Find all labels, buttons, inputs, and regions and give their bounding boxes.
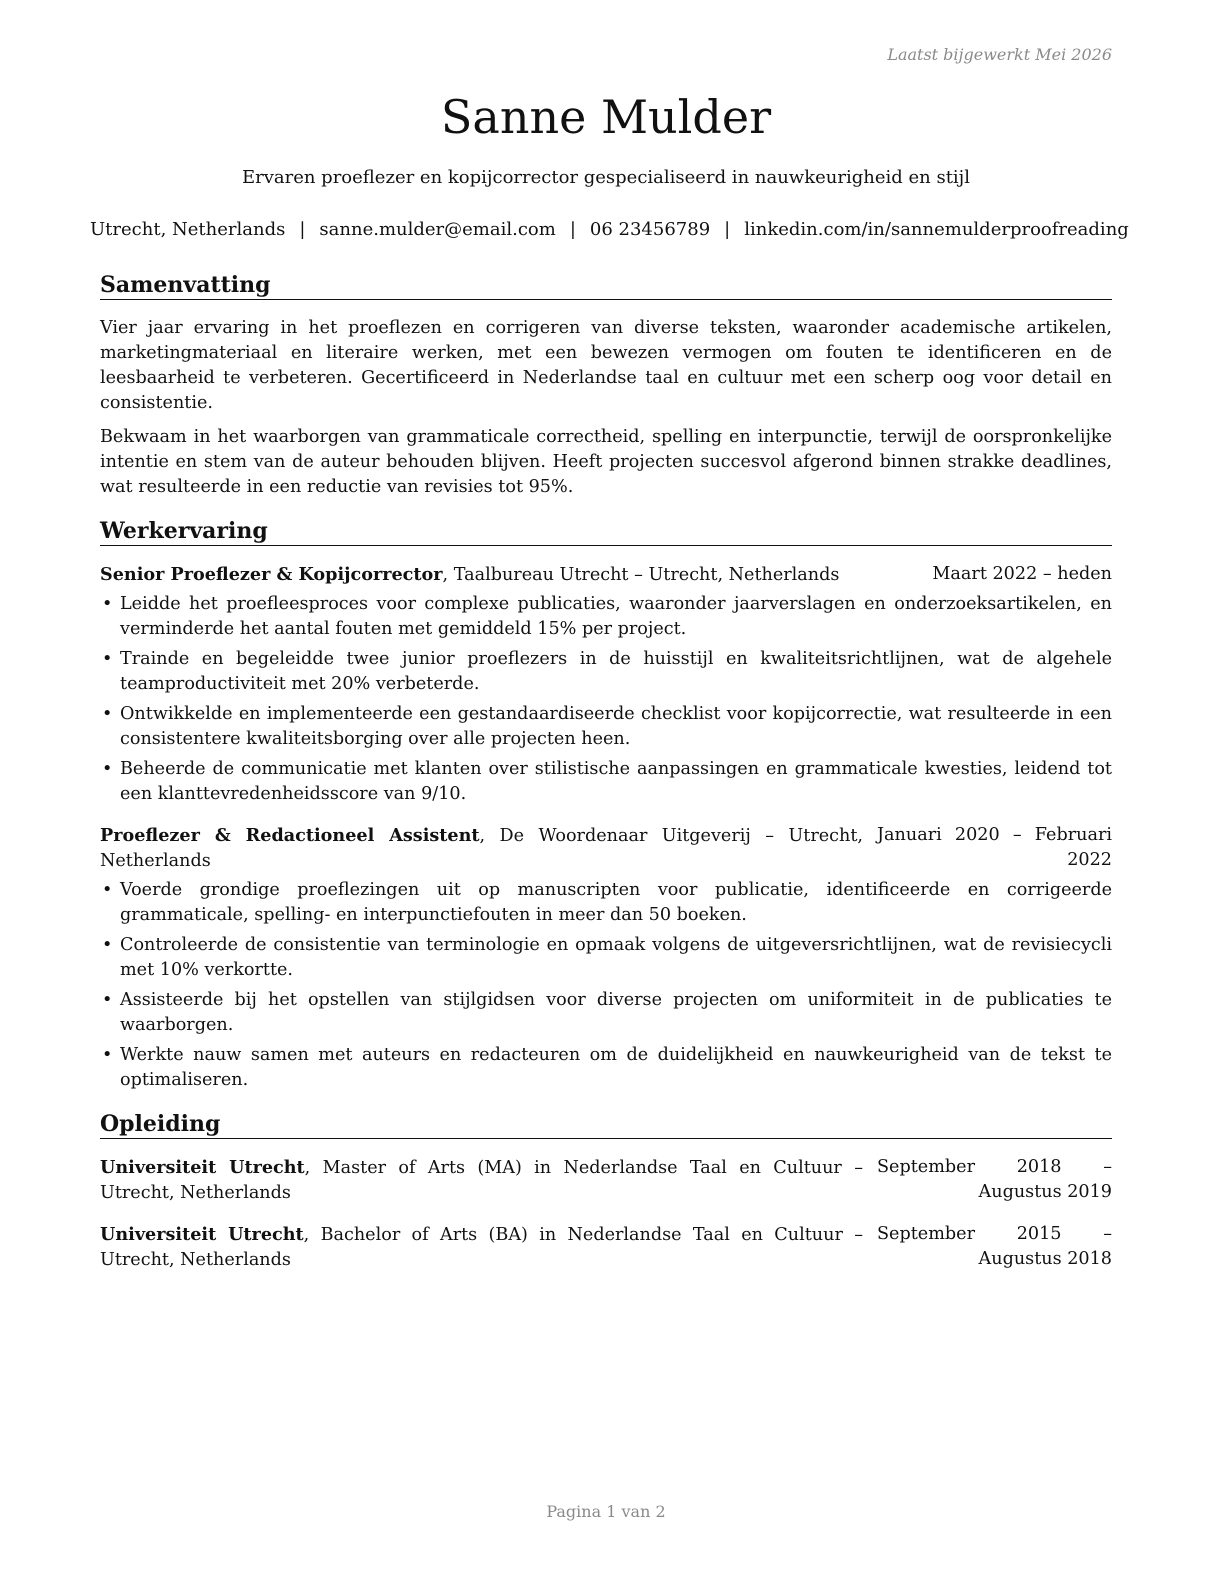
job-entry [100,562,1112,807]
education-dates: September 2015 – Augustus 2018 [877,1224,1112,1269]
list-item: • Leidde het proefleesproces voor complexe publicaties, waaronder jaarverslagen en onderzoeksartikelen, en verminderde het aantal fouten met gemiddeld 15% per project. [100,592,1112,642]
education-header [100,1222,1112,1273]
tagline: Ervaren proeflezer en kopijcorrector gespecialiseerd in nauwkeurigheid en stijl [241,167,971,188]
job-org: , Taalbureau Utrecht – Utrecht, Netherlands [442,565,840,585]
job-org: , De Woordenaar Uitgeverij – Utrecht, Netherlands [100,826,864,871]
list-item: • Controleerde de consistentie van terminologie en opmaak volgens de uitgeversrichtlijnen, wat de revisiecycli met 10% verkortte. [100,933,1112,983]
education-entry [100,1222,1112,1273]
summary-paragraph: Bekwaam in het waarborgen van grammaticale correctheid, spelling en interpunctie, terwijl de oorspronkelijke intentie en stem van de auteur behouden blijven. Heeft projecten succesvol afgerond binnen strakke deadlines, wat resulteerde in een reductie van revisies tot 95%. [100,427,1112,497]
education-section [100,1111,1112,1273]
experience-section [100,518,1112,1093]
list-item: • Werkte nauw samen met auteurs en redacteuren om de duidelijkheid en nauwkeurigheid van de tekst te optimaliseren. [100,1043,1112,1093]
education-degree: , Master of Arts (MA) in Nederlandse Taal en Cultuur – Utrecht, Netherlands [100,1158,863,1203]
job-role: Proeflezer & Redactioneel Assistent [100,825,480,846]
contact-location: Utrecht, Netherlands [90,219,286,240]
list-item: • Voerde grondige proeflezingen uit op manuscripten voor publicatie, identificeerde en corrigeerde grammaticale, spelling- en interpunctiefouten in meer dan 50 boeken. [100,878,1112,928]
job-bullets [100,592,1112,807]
job-role: Senior Proeflezer & Kopijcorrector [100,564,443,585]
job-header [100,823,1112,874]
contact-line [90,219,1129,240]
section-title-summary: Samenvatting [100,272,1112,300]
job-entry [100,823,1112,1093]
education-school: Universiteit Utrecht [100,1224,304,1245]
list-item: • Beheerde de communicatie met klanten over stilistische aanpassingen en grammaticale kwesties, leidend tot een klanttevredenheidsscore van 9/10. [100,757,1112,807]
list-item: • Ontwikkelde en implementeerde een gestandaardiseerde checklist voor kopijcorrectie, wat resulteerde in een consistentere kwaliteitsborging over alle projecten heen. [100,702,1112,752]
education-school: Universiteit Utrecht [100,1157,305,1178]
page-number: Pagina 1 van 2 [546,1502,666,1521]
education-dates: September 2018 – Augustus 2019 [877,1157,1112,1202]
resume-page [90,0,1129,1584]
job-dates: Januari 2020 – Februari 2022 [877,825,1112,870]
job-dates: Maart 2022 – heden [932,564,1112,584]
job-header [100,562,1112,588]
last-updated: Laatst bijgewerkt Mei 2026 [887,45,1112,64]
education-entry [100,1155,1112,1206]
summary-paragraph: Vier jaar ervaring in het proeflezen en corrigeren van diverse teksten, waaronder academische artikelen, marketingmateriaal en literaire werken, met een bewezen vermogen om fouten te identificeren en de leesbaarheid te verbeteren. Gecertificeerd in Nederlandse taal en cultuur met een scherp oog voor detail en consistentie. [100,318,1112,413]
list-item: • Trainde en begeleidde twee junior proeflezers in de huisstijl en kwaliteitsrichtlijnen, wat de algehele teamproductiviteit met 20% verbeterde. [100,647,1112,697]
contact-linkedin[interactable]: linkedin.com/in/sannemulderproofreading [744,219,1129,240]
list-item: • Assisteerde bij het opstellen van stijlgidsen voor diverse projecten om uniformiteit in de publicaties te waarborgen. [100,988,1112,1038]
section-title-education: Opleiding [100,1111,1112,1139]
section-title-experience: Werkervaring [100,518,1112,546]
education-degree: , Bachelor of Arts (BA) in Nederlandse Taal en Cultuur – Utrecht, Netherlands [100,1225,863,1270]
summary-section [100,272,1112,500]
contact-separator: | [569,219,576,240]
education-header [100,1155,1112,1206]
contact-phone: 06 23456789 [589,219,711,240]
contact-separator: | [724,219,731,240]
job-bullets [100,878,1112,1093]
candidate-name: Sanne Mulder [440,90,772,144]
resume-content [100,272,1112,1291]
contact-email[interactable]: sanne.mulder@email.com [319,219,556,240]
contact-separator: | [299,219,306,240]
